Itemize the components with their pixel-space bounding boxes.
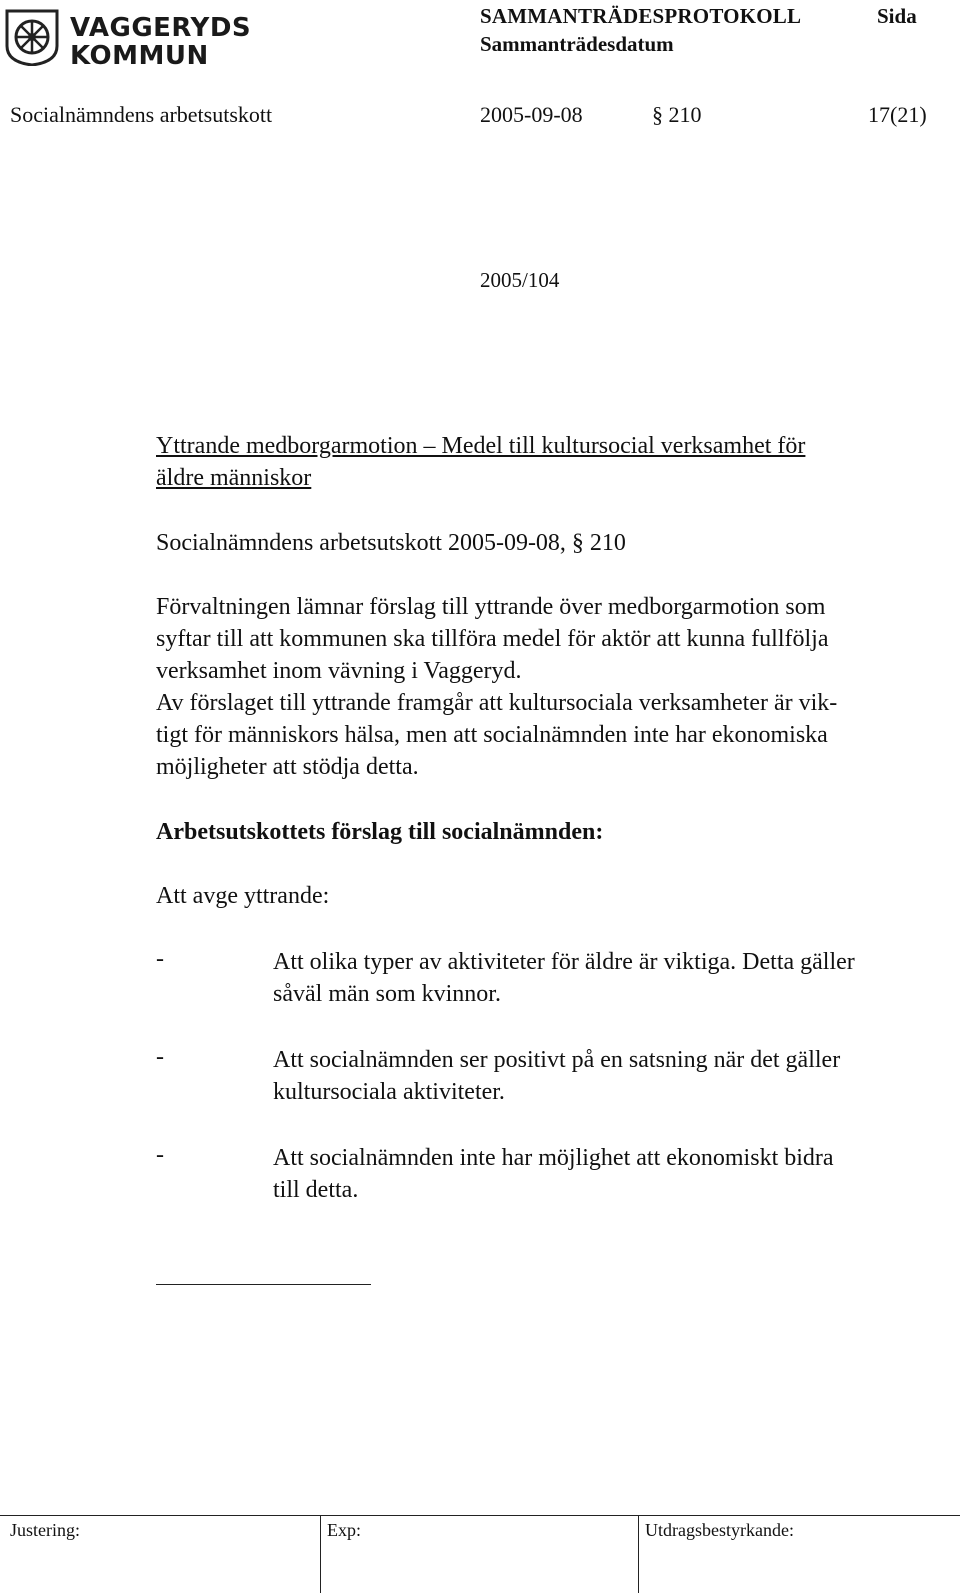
paragraph-line: möjligheter att stödja detta.: [156, 754, 419, 780]
item-title-line: äldre människor: [156, 465, 312, 491]
bullet-item: [273, 1142, 953, 1206]
justering-label: Justering:: [10, 1520, 80, 1540]
bullet-line: såväl män som kvinnor.: [273, 981, 501, 1007]
bullet-line: Att socialnämnden inte har möjlighet att ekonomiskt bidra: [273, 1145, 834, 1171]
paragraph-line: tigt för människors hälsa, men att socialnämnden inte har ekonomiska: [156, 722, 828, 748]
meeting-date: 2005-09-08: [480, 102, 583, 127]
exp-label: Exp:: [327, 1520, 361, 1540]
case-number: 2005/104: [480, 268, 560, 292]
bullet-dash: -: [156, 1142, 164, 1168]
footer-rule: [0, 1515, 960, 1516]
proposal-heading: Arbetsutskottets förslag till socialnämnden:: [156, 819, 604, 845]
document-type: SAMMANTRÄDESPROTOKOLL: [480, 4, 802, 28]
footer-divider: [638, 1515, 639, 1593]
meeting-date-label: Sammanträdesdatum: [480, 32, 674, 56]
logo-wordmark: [70, 14, 251, 70]
wheel-emblem-icon: [4, 8, 60, 66]
bullet-item: [273, 946, 953, 1010]
paragraph-line: verksamhet inom vävning i Vaggeryd.: [156, 658, 522, 684]
municipality-logo: [4, 8, 252, 71]
page-label: Sida: [877, 4, 917, 28]
page-number: 17(21): [868, 102, 927, 127]
bullet-dash: -: [156, 946, 164, 972]
item-title: [156, 430, 946, 494]
item-title-line: Yttrande medborgarmotion – Medel till kultursocial verksamhet för: [156, 433, 806, 459]
utdragsbestyrkande-label: Utdragsbestyrkande:: [645, 1520, 794, 1540]
bullet-dash: -: [156, 1044, 164, 1070]
paragraph-number: § 210: [652, 102, 702, 127]
bullet-line: kultursociala aktiviteter.: [273, 1079, 505, 1105]
footer-divider: [320, 1515, 321, 1593]
paragraph-line: syftar till att kommunen ska tillföra medel för aktör att kunna fullfölja: [156, 626, 829, 652]
paragraph-line: Förvaltningen lämnar förslag till yttrande över medborgarmotion som: [156, 594, 826, 620]
bullet-line: Att socialnämnden ser positivt på en satsning när det gäller: [273, 1047, 841, 1073]
committee-name: Socialnämndens arbetsutskott: [10, 102, 273, 127]
bullet-line: till detta.: [273, 1177, 359, 1203]
logo-line-1: VAGGERYDS: [70, 13, 252, 43]
logo-line-2: KOMMUN: [70, 41, 209, 71]
reference-line: Socialnämndens arbetsutskott 2005-09-08, § 210: [156, 530, 626, 556]
bullet-item: [273, 1044, 953, 1108]
section-separator: [156, 1284, 371, 1285]
bullet-line: Att olika typer av aktiviteter för äldre är viktiga. Detta gäller: [273, 949, 855, 975]
proposal-intro: Att avge yttrande:: [156, 883, 330, 909]
background-paragraph: [156, 591, 946, 783]
paragraph-line: Av förslaget till yttrande framgår att kultursociala verksamheter är vik-: [156, 690, 838, 716]
